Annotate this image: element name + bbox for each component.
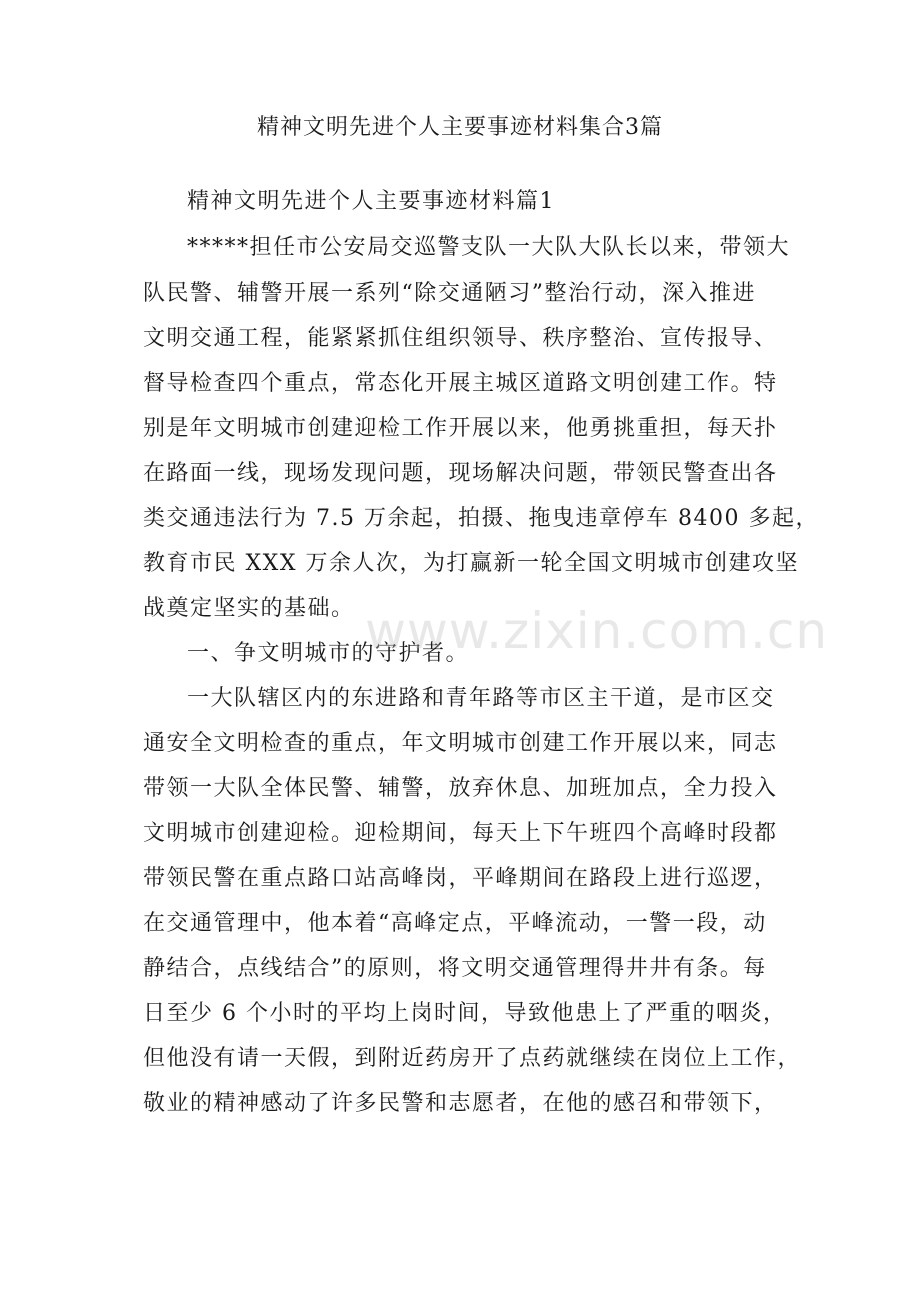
- paragraph-line: 类交通违法行为 7.5 万余起，拍摄、拖曳违章停车 8400 多起，: [143, 506, 819, 531]
- paragraph-line: 在交通管理中，他本着“高峰定点，平峰流动，一警一段，动: [143, 911, 767, 936]
- paragraph-line: *****担任市公安局交巡警支队一大队大队长以来，带领大: [187, 235, 791, 260]
- paragraph-line: 文明城市创建迎检。迎检期间，每天上下午班四个高峰时段都: [143, 821, 778, 846]
- paragraph-line: 文明交通工程，能紧紧抓住组织领导、秩序整治、宣传报导、: [143, 326, 778, 351]
- paragraph-line: 督导检查四个重点，常态化开展主城区道路文明创建工作。特: [143, 371, 778, 396]
- paragraph-line: 但他没有请一天假，到附近药房开了点药就继续在岗位上工作，: [143, 1046, 802, 1071]
- paragraph-line: 日至少 6 个小时的平均上岗时间，导致他患上了严重的咽炎，: [143, 1001, 787, 1026]
- section-heading: 精神文明先进个人主要事迹材料篇1: [187, 189, 555, 214]
- paragraph-line: 在路面一线，现场发现问题，现场解决问题，带领民警查出各: [143, 461, 778, 486]
- paragraph-line: 静结合，点线结合”的原则，将文明交通管理得井井有条。每: [143, 956, 767, 981]
- paragraph-line: 带领民警在重点路口站高峰岗，平峰期间在路段上进行巡逻，: [143, 866, 778, 891]
- paragraph-line: 敬业的精神感动了许多民警和志愿者，在他的感召和带领下，: [143, 1091, 778, 1116]
- paragraph-line: 教育市民 XXX 万余人次，为打赢新一轮全国文明城市创建攻坚: [143, 551, 799, 576]
- paragraph-line: 队民警、辅警开展一系列“除交通陋习”整治行动，深入推进: [143, 281, 756, 306]
- paragraph-line: 通安全文明检查的重点，年文明城市创建工作开展以来，同志: [143, 731, 778, 756]
- paragraph-line: 战奠定坚实的基础。: [143, 596, 355, 621]
- document-title: 精神文明先进个人主要事迹材料集合3篇: [257, 115, 663, 140]
- paragraph-line: 一大队辖区内的东进路和青年路等市区主干道，是市区交: [187, 686, 775, 711]
- watermark: www.zixin.com.cn: [365, 602, 829, 660]
- subsection-heading: 一、争文明城市的守护者。: [187, 641, 470, 666]
- paragraph-line: 别是年文明城市创建迎检工作开展以来，他勇挑重担，每天扑: [143, 416, 778, 441]
- paragraph-line: 带领一大队全体民警、辅警，放弃休息、加班加点，全力投入: [143, 776, 778, 801]
